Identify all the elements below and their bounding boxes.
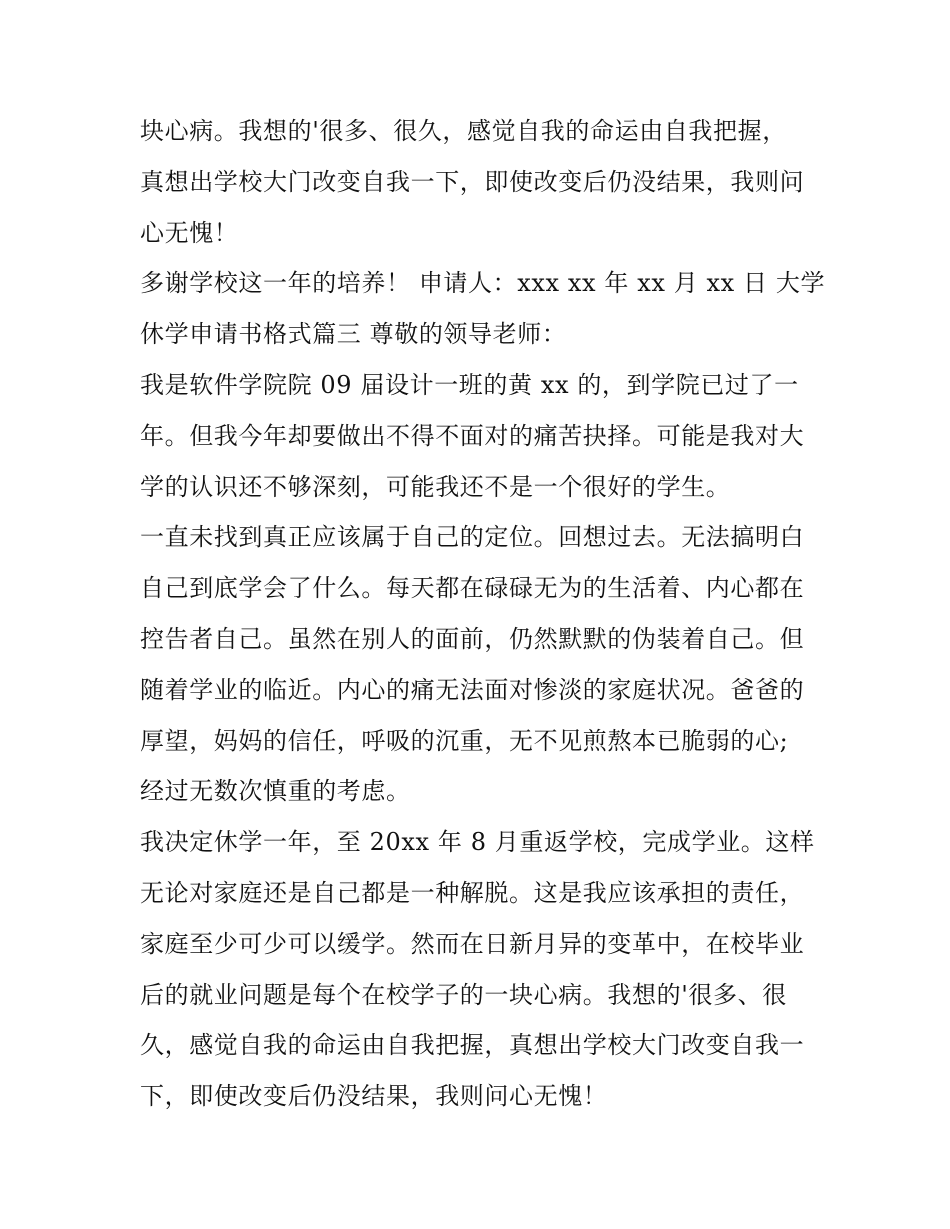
text-line: 一直未找到真正应该属于自己的定位。回想过去。无法搞明白: [140, 523, 805, 552]
text-line: 真想出学校大门改变自我一下，即使改变后仍没结果，我则问: [140, 167, 805, 196]
text-line: 学的认识还不够深刻，可能我还不是一个很好的学生。: [140, 472, 731, 501]
text-line: 多谢学校这一年的培养！ 申请人：xxx xx 年 xx 月 xx 日 大学: [140, 269, 826, 298]
text-line: 我决定休学一年，至 20xx 年 8 月重返学校，完成学业。这样: [140, 828, 815, 857]
text-line: 久，感觉自我的命运由自我把握，真想出学校大门改变自我一: [140, 1031, 805, 1060]
text-line: 自己到底学会了什么。每天都在碌碌无为的生活着、内心都在: [140, 574, 805, 603]
text-line: 厚望，妈妈的信任，呼吸的沉重，无不见煎熬本已脆弱的心;: [140, 726, 789, 755]
text-line: 我是软件学院院 09 届设计一班的黄 xx 的，到学院已过了一: [140, 370, 799, 399]
text-line: 年。但我今年却要做出不得不面对的痛苦抉择。可能是我对大: [140, 421, 805, 450]
text-line: 后的就业问题是每个在校学子的一块心病。我想的'很多、很: [140, 980, 787, 1009]
text-line: 随着学业的临近。内心的痛无法面对惨淡的家庭状况。爸爸的: [140, 675, 805, 704]
text-line: 无论对家庭还是自己都是一种解脱。这是我应该承担的责任，: [140, 878, 805, 907]
text-line: 块心病。我想的'很多、很久，感觉自我的命运由自我把握，: [140, 117, 787, 145]
text-line: 下，即使改变后仍没结果，我则问心无愧！: [140, 1082, 608, 1111]
text-line: 经过无数次慎重的考虑。: [140, 777, 411, 806]
document-body: [140, 106, 826, 1122]
text-line: 家庭至少可少可以缓学。然而在日新月异的变革中，在校毕业: [140, 929, 805, 958]
text-line: 心无愧！: [140, 218, 239, 247]
text-line: 控告者自己。虽然在别人的面前，仍然默默的伪装着自己。但: [140, 624, 805, 653]
text-line: 休学申请书格式篇三 尊敬的领导老师：: [140, 320, 567, 349]
